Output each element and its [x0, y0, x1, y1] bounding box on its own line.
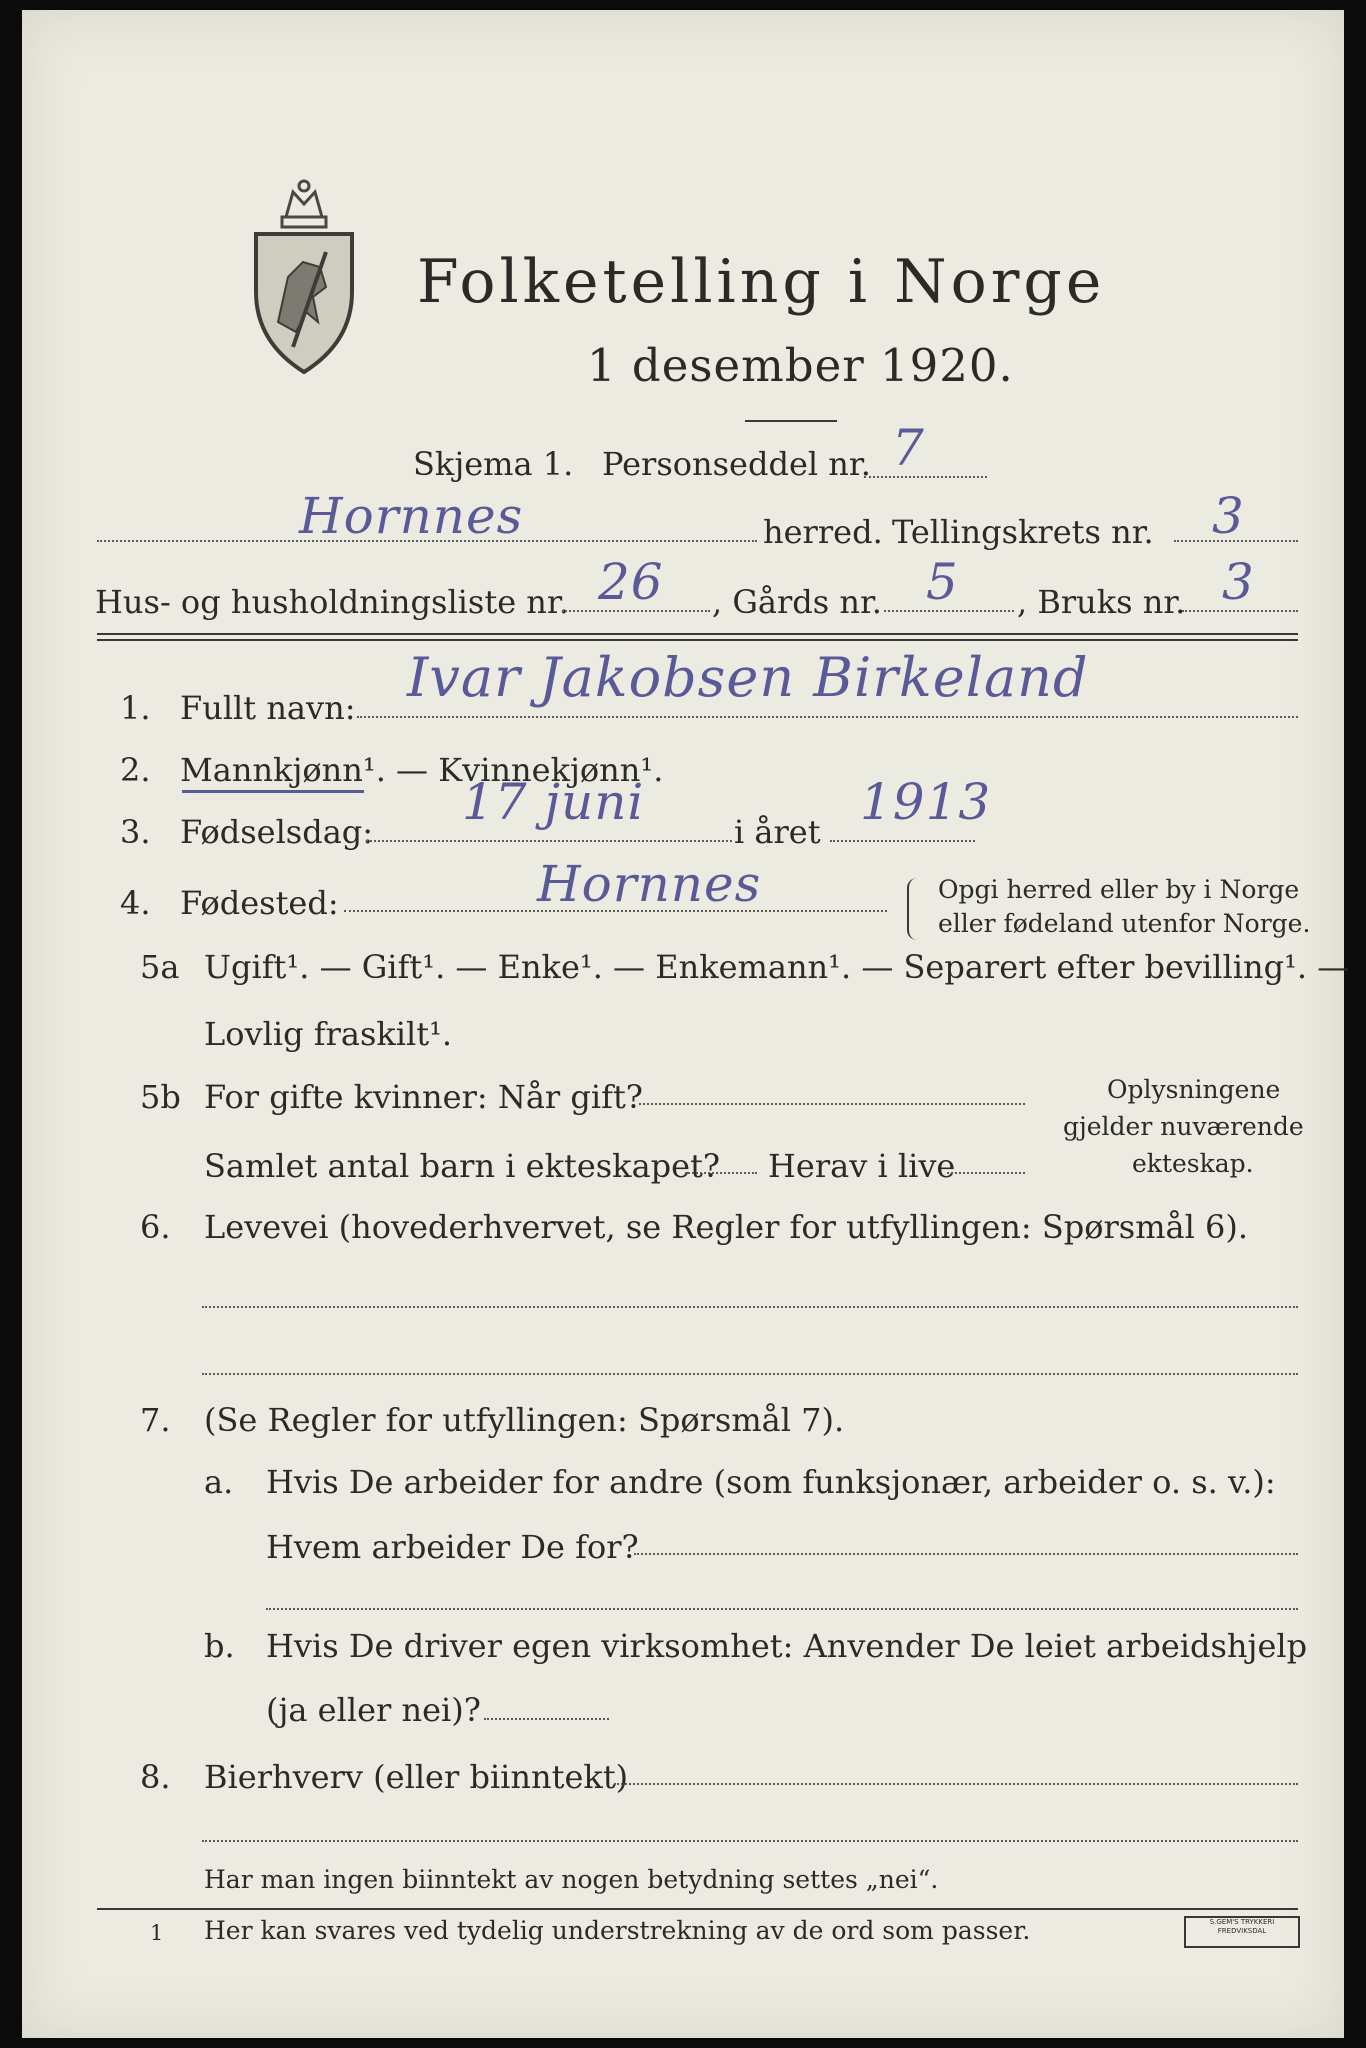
census-form-sheet: [22, 10, 1350, 2038]
gards-label: , Gårds nr.: [712, 583, 882, 621]
coat-of-arms-emblem: [248, 172, 360, 377]
q4-label: Fødested:: [180, 884, 339, 922]
q6-line-1: [202, 1306, 1298, 1308]
footer-note: Har man ingen biinntekt av nogen betydning settes „nei“.: [204, 1865, 939, 1894]
q5b-note-line1: Oplysningene: [1107, 1075, 1281, 1104]
q3-label: Fødselsdag:: [180, 813, 374, 851]
q6-line-2: [202, 1373, 1298, 1375]
q7b-letter: b.: [204, 1627, 235, 1665]
q5b-number: 5b: [140, 1078, 181, 1116]
q7a-line-2: [266, 1608, 1298, 1610]
schema-label: Skjema 1.: [413, 445, 574, 483]
q7a-line2: Hvem arbeider De for?: [266, 1528, 639, 1566]
q7a-letter: a.: [204, 1463, 234, 1501]
q2-label: Mannkjønn¹. — Kvinnekjønn¹.: [180, 751, 664, 789]
hus-label: Hus- og husholdningsliste nr.: [95, 583, 569, 621]
q1-value[interactable]: Ivar Jakobsen Birkeland: [407, 646, 1089, 709]
q8-line-2: [202, 1840, 1298, 1842]
q6-label: Levevei (hovederhvervet, se Regler for utfyllingen: Spørsmål 6).: [204, 1208, 1249, 1246]
q5b-label: For gifte kvinner: Når gift?: [204, 1078, 643, 1116]
q5b-note-line2: gjelder nuværende: [1063, 1112, 1304, 1141]
q7-number: 7.: [140, 1401, 171, 1439]
printer-stamp-text: S.GEM'S TRYKKERI FREDVIKSDAL: [1209, 1918, 1275, 1935]
q5b-alive-line: [947, 1172, 1025, 1174]
q8-line-1: [614, 1783, 1298, 1785]
q3-number: 3.: [120, 813, 151, 851]
q5b-alive-label: Herav i live: [768, 1147, 956, 1185]
q3-year-label: i året: [734, 813, 821, 851]
q4-note-line2: eller fødeland utenfor Norge.: [938, 909, 1311, 938]
bruks-label: , Bruks nr.: [1017, 583, 1186, 621]
tellingskrets-label: Tellingskrets nr.: [892, 513, 1154, 551]
q8-label: Bierhverv (eller biinntekt): [204, 1758, 629, 1796]
census-date: 1 desember 1920.: [587, 339, 1014, 392]
herred-label: herred.: [763, 513, 883, 551]
q7b-answer-line: [484, 1718, 609, 1720]
q7a-line1: Hvis De arbeider for andre (som funksjonær, arbeider o. s. v.):: [266, 1463, 1276, 1501]
q6-number: 6.: [140, 1208, 171, 1246]
q4-number: 4.: [120, 884, 151, 922]
q5b-note-line3: ekteskap.: [1132, 1149, 1254, 1178]
q8-number: 8.: [140, 1758, 171, 1796]
q4-value[interactable]: Hornnes: [537, 855, 762, 913]
printer-stamp: [1184, 1916, 1300, 1948]
q7-label: (Se Regler for utfyllingen: Spørsmål 7).: [204, 1401, 845, 1439]
q1-label: Fullt navn:: [180, 689, 356, 727]
q2-number: 2.: [120, 751, 151, 789]
q2-underline-mark: [182, 790, 364, 793]
q7b-line1: Hvis De driver egen virksomhet: Anvender De leiet arbeidshjelp: [266, 1627, 1308, 1665]
q3-year-line: [830, 840, 975, 842]
q3-line: [366, 840, 732, 842]
q5b-children-line: [685, 1172, 757, 1174]
q7a-line-1: [634, 1553, 1298, 1555]
footer-divider: [97, 1908, 1298, 1910]
q5a-number: 5a: [140, 948, 180, 986]
herred-value[interactable]: Hornnes: [299, 487, 524, 545]
personseddel-line: [864, 476, 987, 478]
bruks-value[interactable]: 3: [1222, 553, 1255, 611]
personseddel-label: Personseddel nr.: [602, 445, 871, 483]
personseddel-value[interactable]: 7: [892, 419, 925, 477]
hus-value[interactable]: 26: [598, 553, 664, 611]
q3-year-value[interactable]: 1913: [860, 773, 992, 831]
q1-number: 1.: [120, 689, 151, 727]
q4-note-line1: Opgi herred eller by i Norge: [938, 875, 1300, 904]
title-divider: [745, 420, 837, 422]
q5a-line1: Ugift¹. — Gift¹. — Enke¹. — Enkemann¹. — Separert efter bevilling¹. —: [204, 948, 1350, 986]
form-title: Folketelling i Norge: [417, 247, 1106, 317]
tellingskrets-value[interactable]: 3: [1212, 487, 1245, 545]
footnote-text: Her kan svares ved tydelig understrekning av de ord som passer.: [204, 1916, 1031, 1945]
header-divider-2: [97, 639, 1298, 641]
q5a-line2: Lovlig fraskilt¹.: [204, 1015, 453, 1053]
header-divider-1: [97, 633, 1298, 635]
q5b-married-line: [639, 1103, 1025, 1105]
q1-line: [357, 716, 1298, 718]
q4-brace: [907, 878, 925, 940]
q7b-line2: (ja eller nei)?: [266, 1691, 481, 1729]
gards-value[interactable]: 5: [926, 553, 959, 611]
footnote-number: 1: [150, 1921, 164, 1945]
q5b-children-label: Samlet antal barn i ekteskapet?: [204, 1147, 721, 1185]
q3-value[interactable]: 17 juni: [462, 773, 645, 831]
